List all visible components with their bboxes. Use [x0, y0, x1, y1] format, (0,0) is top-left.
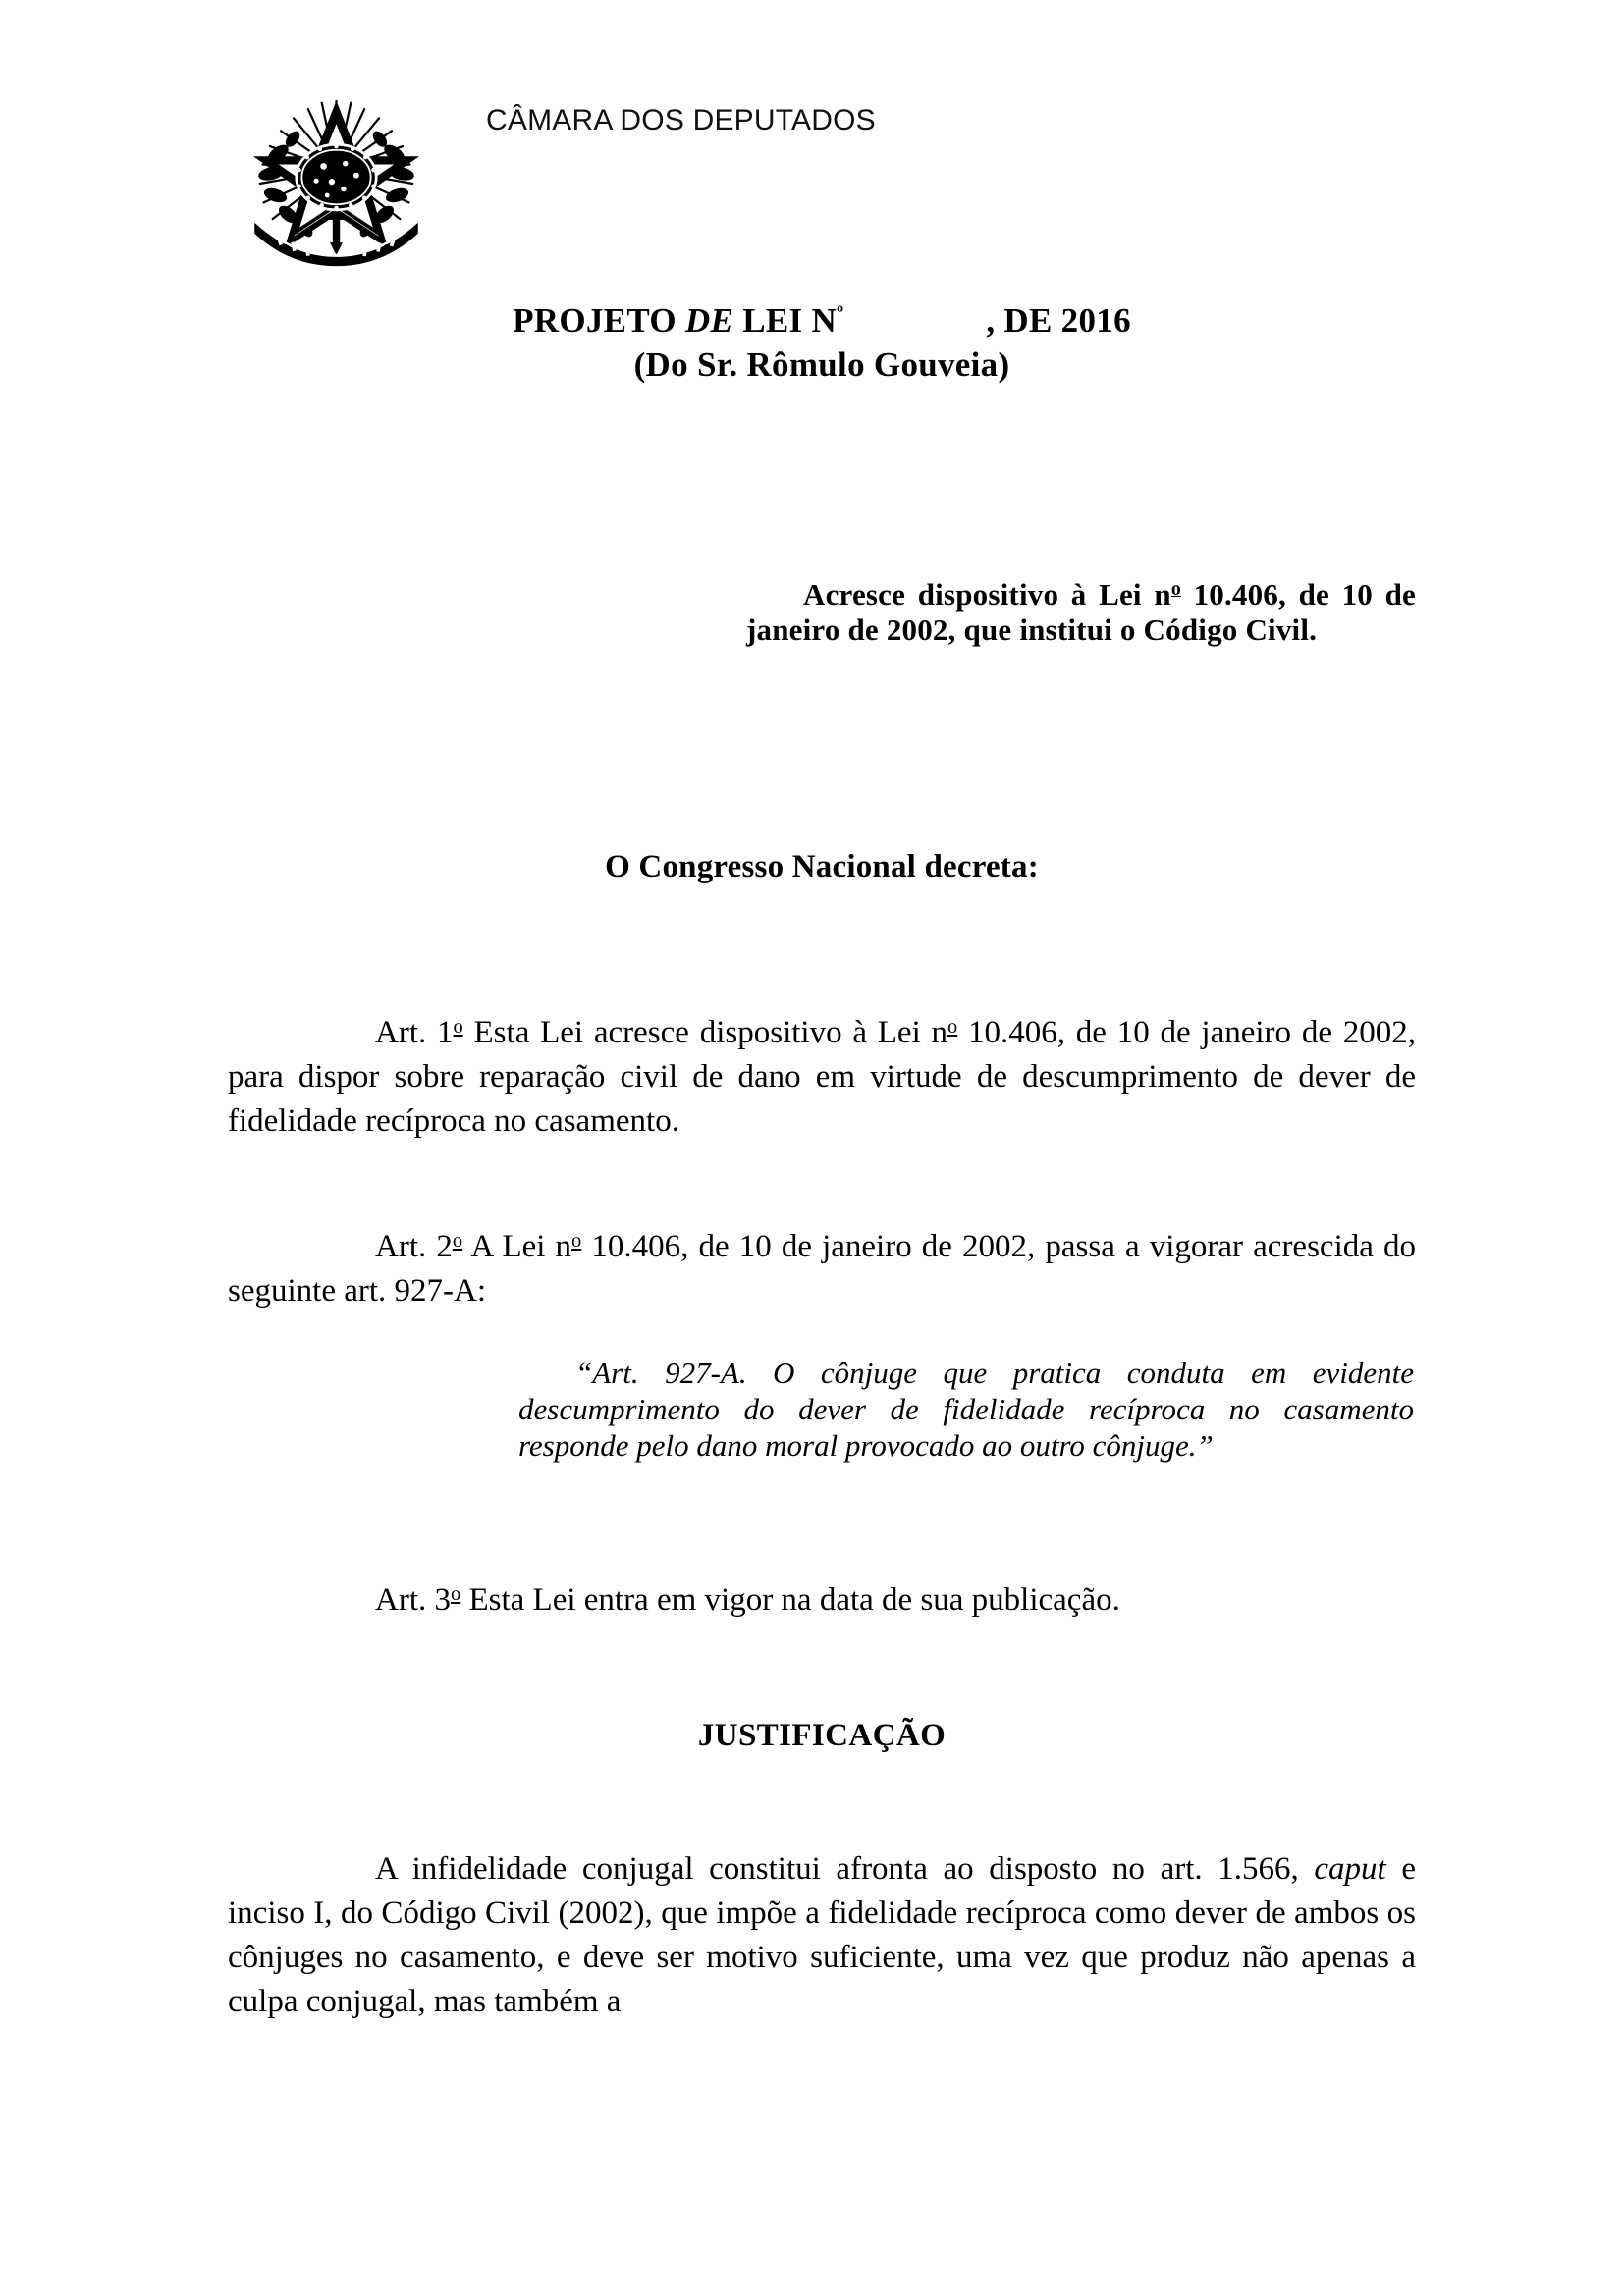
article-2-text: A Lei n: [462, 1229, 572, 1264]
article-3: [228, 1578, 1416, 1623]
justification-paragraph: [228, 1847, 1416, 2024]
article-1-ordinal-2: o: [947, 1015, 958, 1038]
bill-author-line: (Do Sr. Rômulo Gouveia): [633, 345, 1010, 384]
ementa-ordinal: o: [1170, 578, 1181, 601]
article-1-label: Art. 1: [375, 1015, 454, 1050]
title-ordinal: º: [837, 301, 844, 326]
ementa-part2: 10.406, de 10 de janeiro de 2002, que institui o Código Civil.: [746, 577, 1416, 647]
bill-summary-ementa: [746, 577, 1416, 648]
institution-title: CÂMARA DOS DEPUTADOS: [486, 104, 876, 136]
document-header: [245, 86, 1424, 273]
article-3-ordinal: o: [451, 1582, 461, 1605]
title-italic-de: DE: [684, 301, 734, 340]
article-3-text: Esta Lei entra em vigor na data de sua publicação.: [460, 1582, 1120, 1618]
ementa-part1: Acresce dispositivo à Lei n: [803, 577, 1171, 612]
title-middle: LEI N: [733, 301, 838, 340]
article-2: [228, 1225, 1416, 1313]
article-2-ordinal: o: [452, 1229, 463, 1252]
article-1: [228, 1011, 1416, 1144]
title-number-blank: [844, 301, 987, 340]
article-2-text-2: 10.406, de 10 de janeiro de 2002, passa a vigorar acrescida do seguinte art. 927-A:: [228, 1229, 1416, 1308]
title-suffix: , DE 2016: [986, 301, 1131, 340]
title-prefix: PROJETO: [513, 301, 685, 340]
article-1-ordinal: o: [453, 1015, 463, 1038]
enacting-clause: O Congresso Nacional decreta:: [605, 849, 1039, 884]
article-2-ordinal-2: o: [571, 1229, 582, 1252]
justification-part2: e inciso I, do Código Civil (2002), que impõe a fidelidade recíproca como dever de ambos os cônjuges no casamento, e deve ser motivo suficiente, uma vez que produz não apenas a culpa conjugal, mas também a: [228, 1851, 1416, 2019]
article-1-text: Esta Lei acresce dispositivo à Lei n: [462, 1015, 948, 1050]
brazil-coat-of-arms-icon: [245, 86, 427, 268]
quoted-article-927a: “Art. 927-A. O cônjuge que pratica conduta em evidente descumprimento do dever de fidelidade recíproca no casamento responde pelo dano moral provocado ao outro cônjuge.”: [518, 1356, 1414, 1464]
justification-italic-caput: caput: [1314, 1851, 1386, 1887]
article-3-label: Art. 3: [375, 1582, 451, 1618]
article-2-label: Art. 2: [375, 1229, 453, 1264]
document-title-block: [228, 299, 1416, 388]
article-1-text-2: 10.406, de 10 de janeiro de 2002, para dispor sobre reparação civil de dano em virtude de descumprimento de dever de fidelidade recíproca no casamento.: [228, 1015, 1417, 1139]
justification-heading: JUSTIFICAÇÃO: [697, 1718, 947, 1753]
bill-title-line: [228, 299, 1416, 344]
justification-part1: A infidelidade conjugal constitui afronta ao disposto no art. 1.566,: [375, 1851, 1315, 1887]
